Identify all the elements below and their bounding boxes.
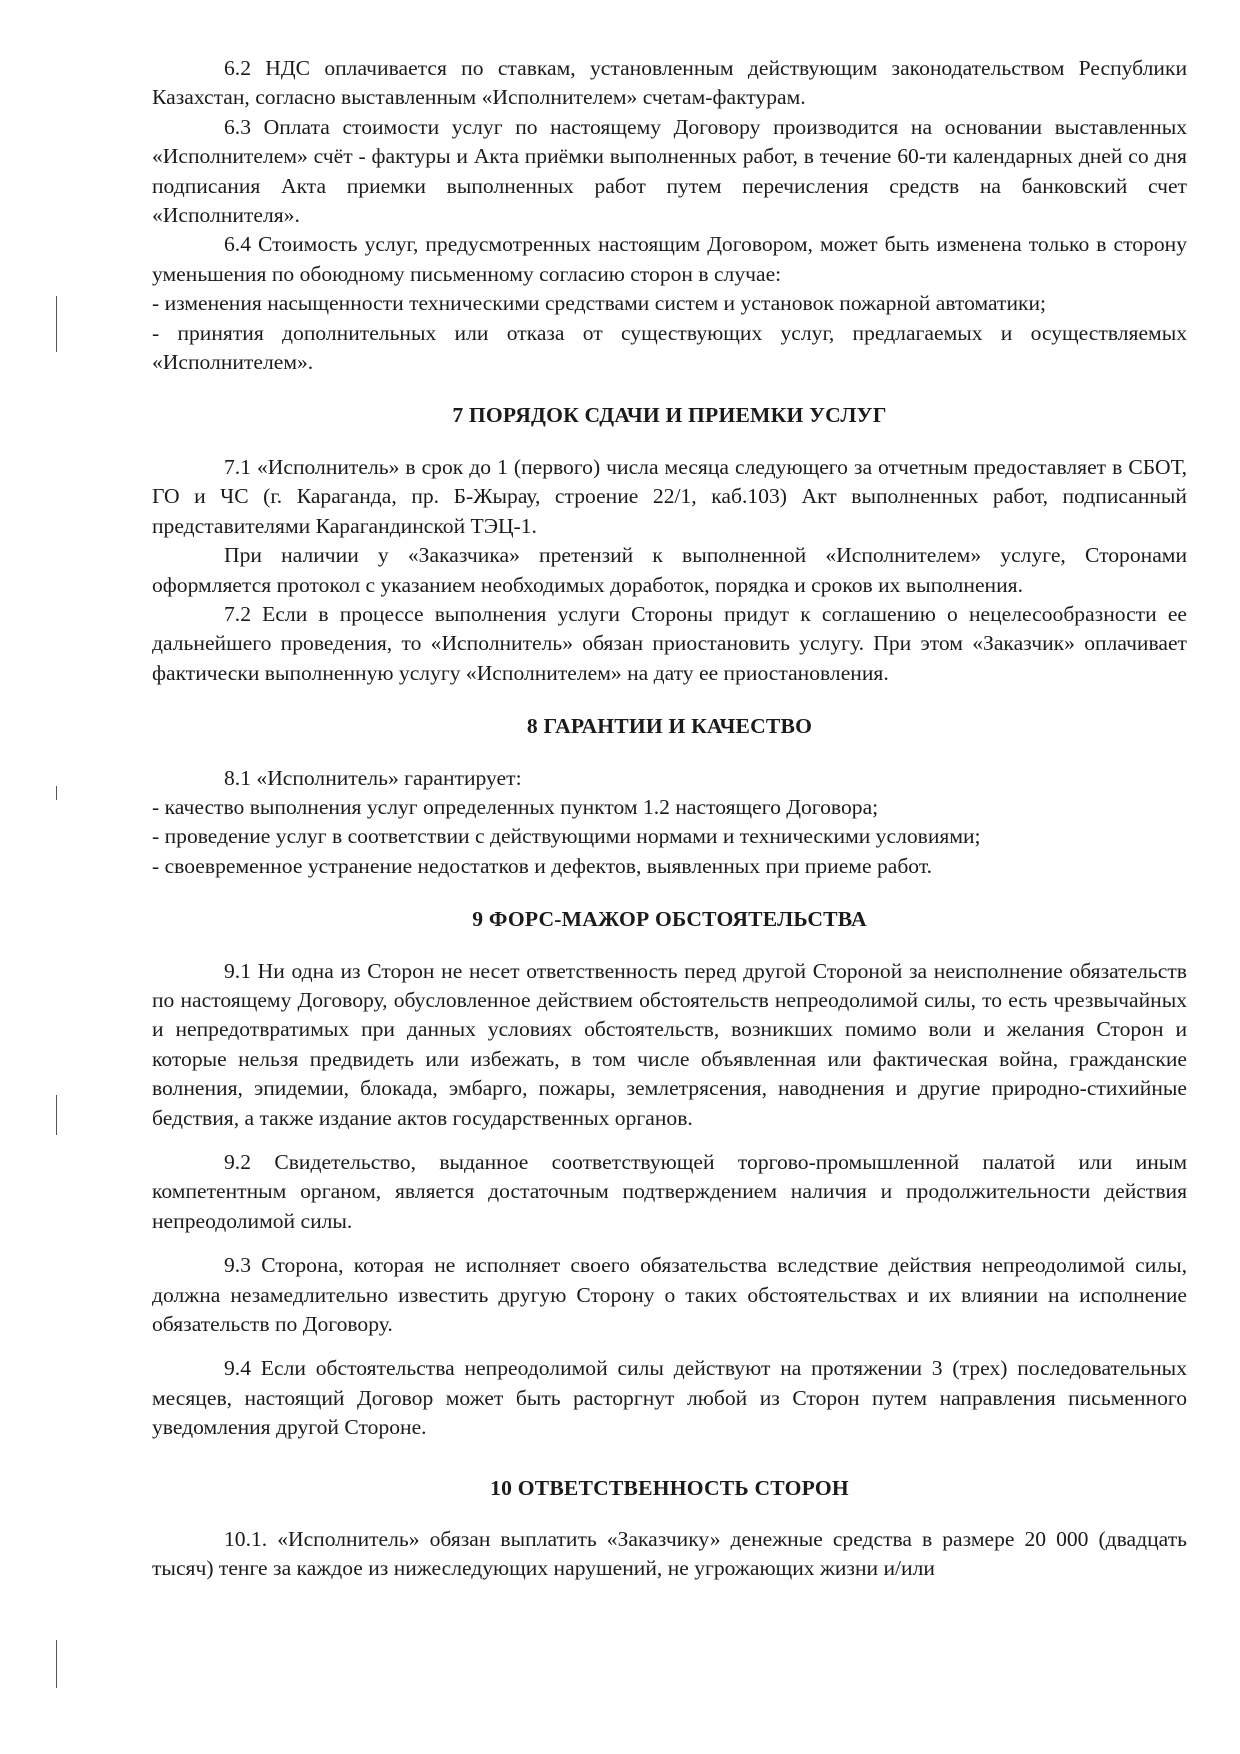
document-page — [152, 54, 1187, 1584]
clause-10-1: 10.1. «Исполнитель» обязан выплатить «Заказчику» денежные средства в размере 20 000 (двадцать тысяч) тенге за каждое из нижеследующих нарушений, не угрожающих жизни и/или — [152, 1527, 1187, 1581]
clause-8-1-item: - качество выполнения услуг определенных пунктом 1.2 настоящего Договора; — [152, 794, 879, 819]
clause-9-4: 9.4 Если обстоятельства непреодолимой силы действуют на протяжении 3 (трех) последовательных месяцев, настоящий Договор может быть расторгнут любой из Сторон путем направления письменного уведомления другой Стороне. — [152, 1356, 1187, 1440]
section-heading-7: 7 ПОРЯДОК СДАЧИ И ПРИЕМКИ УСЛУГ — [452, 403, 887, 428]
clause-9-1: 9.1 Ни одна из Сторон не несет ответственность перед другой Стороной за неисполнение обязательств по настоящему Договору, обусловленное действием обстоятельств непреодолимой силы, то есть чрезвычайных и непредотвратимых при данных условиях обстоятельств, возникших помимо воли и желания Сторон и которые нельзя предвидеть или избежать, в том числе объявленная или фактическая война, гражданские волнения, эпидемии, блокада, эмбарго, пожары, землетрясения, наводнения и другие природно-стихийные бедствия, а также издание актов государственных органов. — [152, 958, 1187, 1130]
section-heading-10: 10 ОТВЕТСТВЕННОСТЬ СТОРОН — [490, 1475, 849, 1500]
scan-artifact-mark — [56, 1095, 57, 1135]
clause-6-4: 6.4 Стоимость услуг, предусмотренных настоящим Договором, может быть изменена только в сторону уменьшения по обоюдному письменному согласию сторон в случае: — [152, 232, 1187, 286]
clause-6-2: 6.2 НДС оплачивается по ставкам, установленным действующим законодательством Республики Казахстан, согласно выставленным «Исполнителем» счетам-фактурам. — [152, 56, 1187, 110]
clause-7-2: 7.2 Если в процессе выполнения услуги Стороны придут к соглашению о нецелесообразности ее дальнейшего проведения, то «Исполнитель» обязан приостановить услугу. При этом «Заказчик» оплачивает фактически выполненную услугу «Исполнителем» на дату ее приостановления. — [152, 601, 1187, 685]
scan-artifact-mark — [56, 296, 57, 352]
clause-6-4-item: - изменения насыщенности техническими средствами систем и установок пожарной автоматики; — [152, 291, 1047, 316]
clause-7-1: 7.1 «Исполнитель» в срок до 1 (первого) числа месяца следующего за отчетным предоставляет в СБОТ, ГО и ЧС (г. Караганда, пр. Б-Жырау, строение 22/1, каб.103) Акт выполненных работ, подписанный представителями Карагандинской ТЭЦ-1. — [152, 454, 1187, 538]
scan-artifact-mark — [56, 786, 57, 800]
clause-8-1-item: - своевременное устранение недостатков и дефектов, выявленных при приеме работ. — [152, 853, 933, 878]
clause-7-1-claims: При наличии у «Заказчика» претензий к выполненной «Исполнителем» услуге, Сторонами оформляется протокол с указанием необходимых доработок, порядка и сроков их выполнения. — [152, 543, 1187, 597]
scan-artifact-mark — [56, 1640, 57, 1688]
clause-6-3: 6.3 Оплата стоимости услуг по настоящему Договору производится на основании выставленных «Исполнителем» счёт - фактуры и Акта приёмки выполненных работ, в течение 60-ти календарных дней со дня подписания Акта приемки выполненных работ путем перечисления средств на банковский счет «Исполнителя». — [152, 114, 1187, 228]
clause-6-4-item: - принятия дополнительных или отказа от существующих услуг, предлагаемых и осуществляемых «Исполнителем». — [152, 320, 1187, 375]
section-heading-9: 9 ФОРС-МАЖОР ОБСТОЯТЕЛЬСТВА — [472, 907, 867, 932]
clause-8-1-item: - проведение услуг в соответствии с действующими нормами и техническими условиями; — [152, 824, 981, 849]
clause-9-2: 9.2 Свидетельство, выданное соответствующей торгово-промышленной палатой или иным компетентным органом, является достаточным подтверждением наличия и продолжительности действия непреодолимой силы. — [152, 1150, 1187, 1233]
clause-8-1: 8.1 «Исполнитель» гарантирует: — [224, 765, 522, 790]
section-heading-8: 8 ГАРАНТИИ И КАЧЕСТВО — [526, 714, 813, 739]
clause-9-3: 9.3 Сторона, которая не исполняет своего обязательства вследствие действия непреодолимой силы, должна незамедлительно известить другую Сторону о таких обстоятельствах и их влиянии на исполнение обязательств по Договору. — [152, 1253, 1187, 1337]
